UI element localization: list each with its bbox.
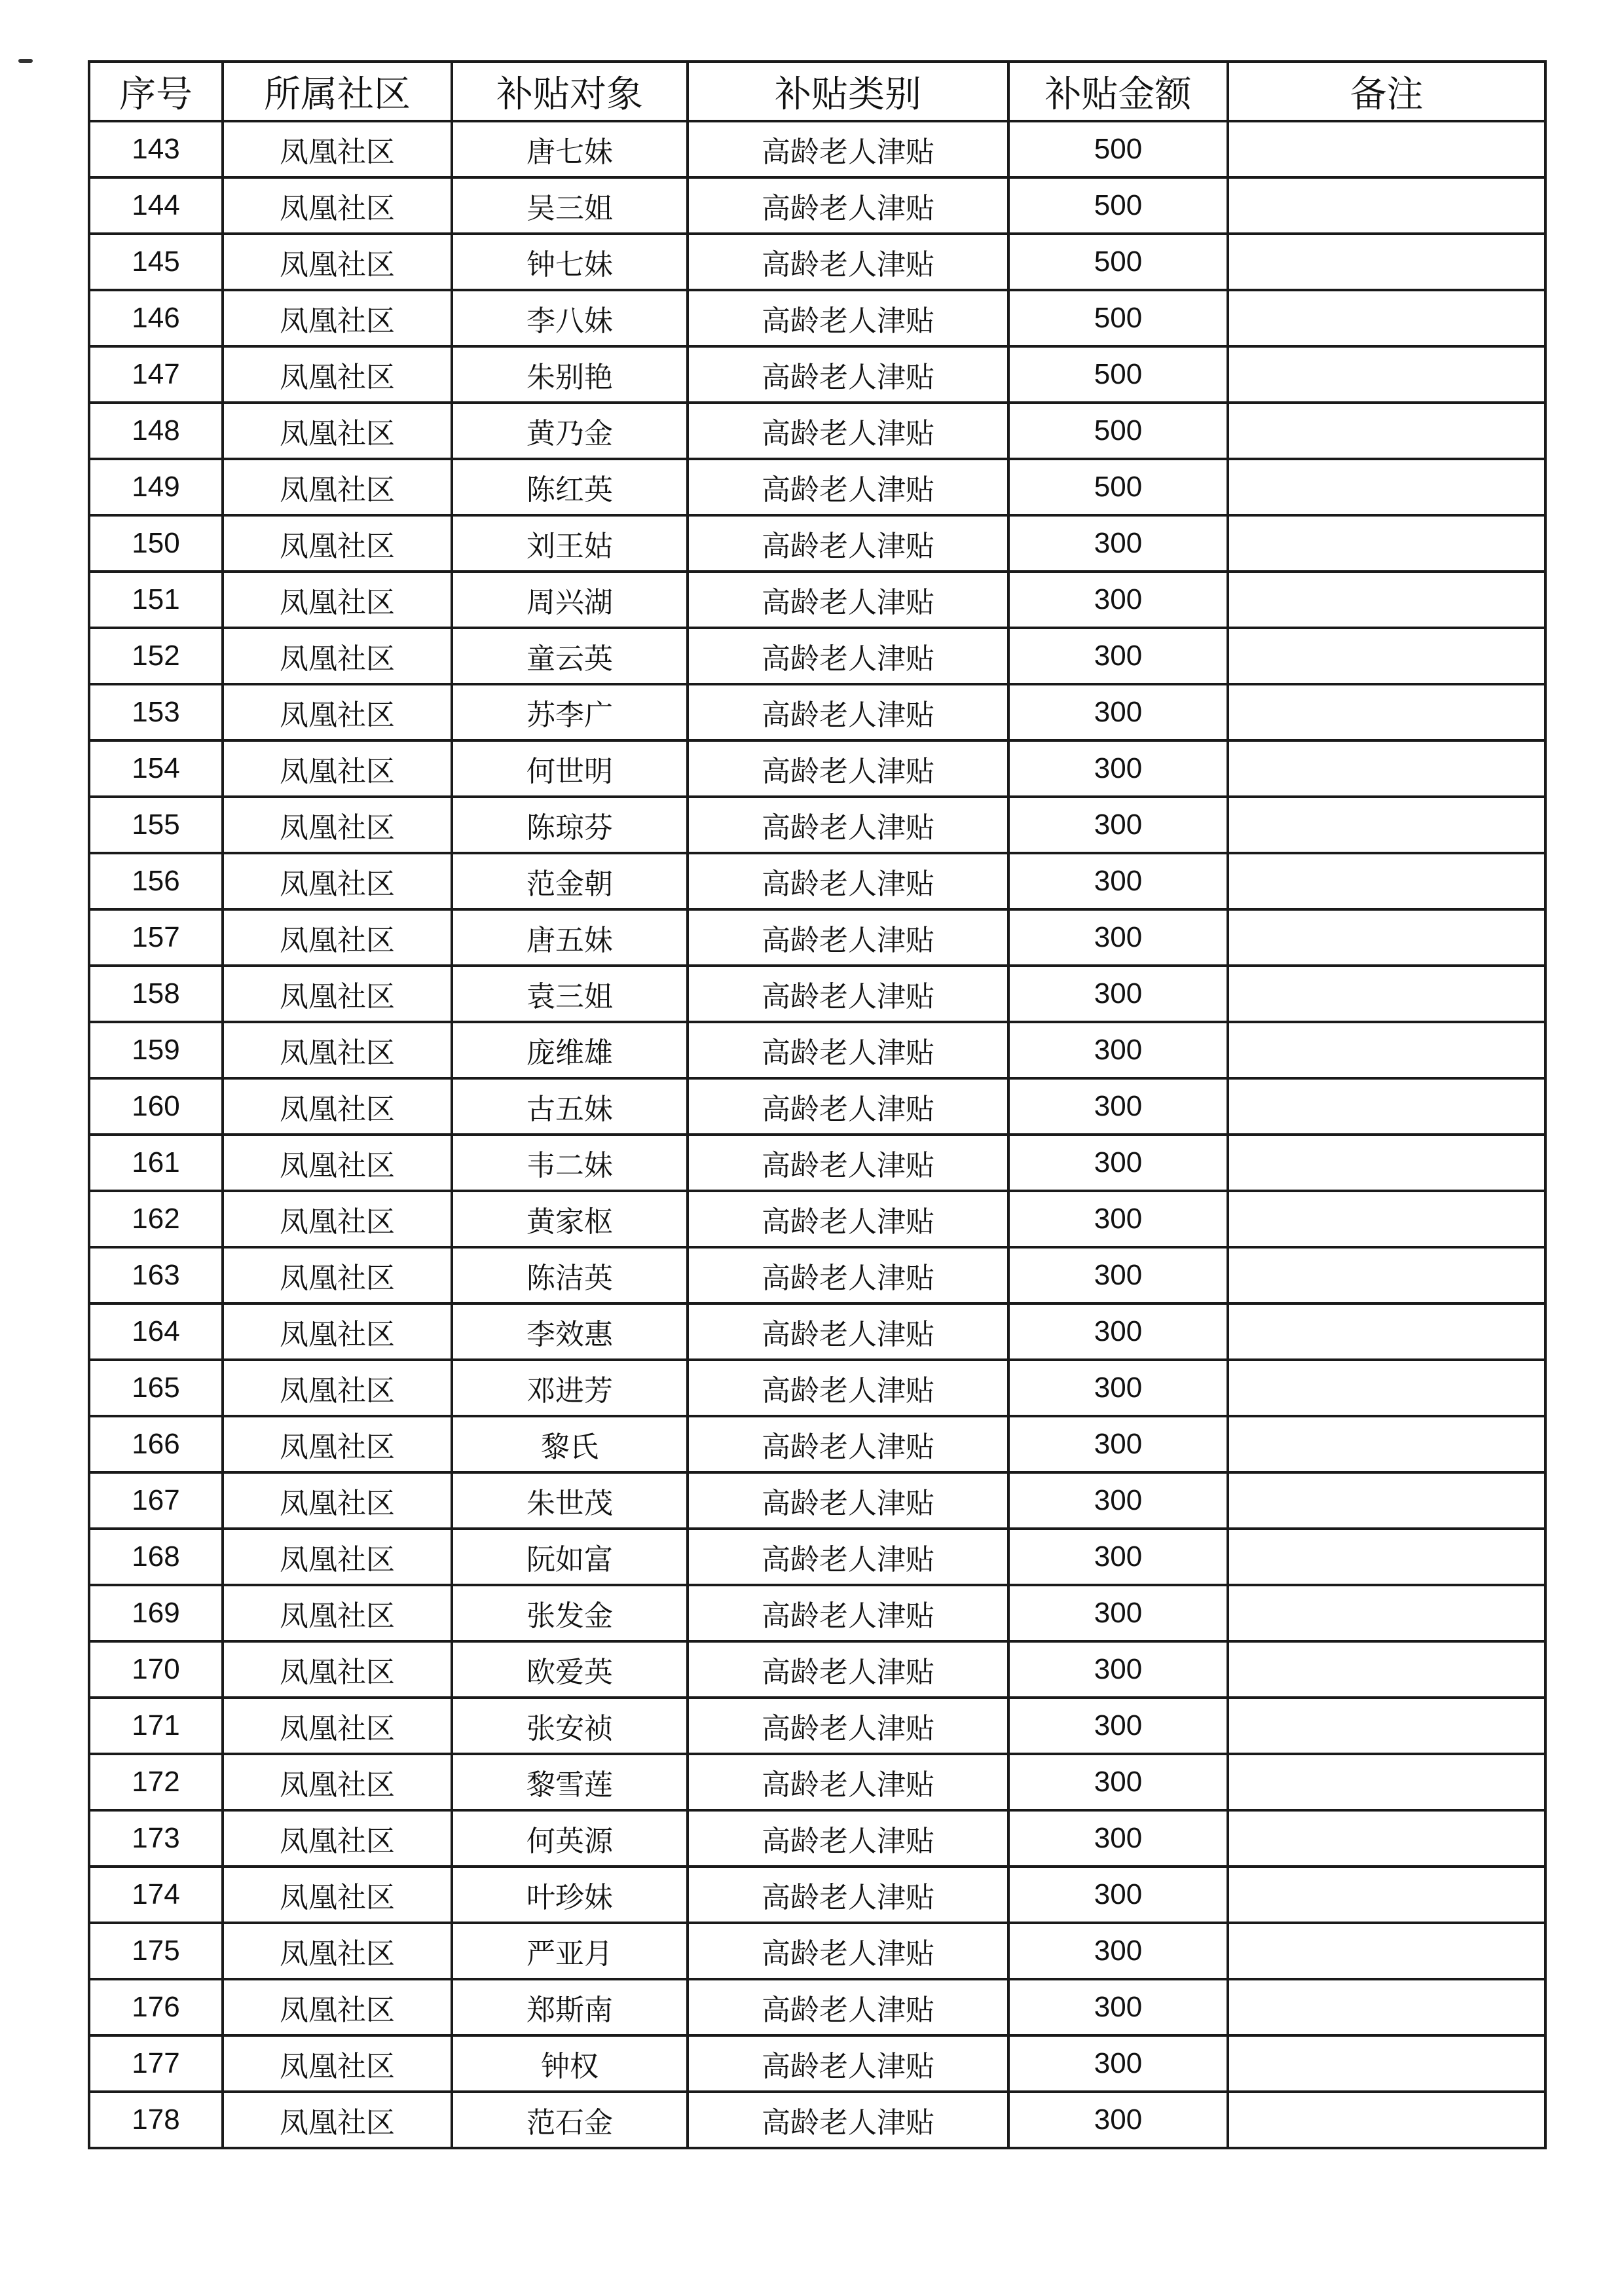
cell-subsidy-amount: 500 <box>1008 346 1228 403</box>
cell-serial-number: 157 <box>89 909 223 966</box>
table-row <box>89 177 1545 234</box>
cell-community: 凤凰社区 <box>223 797 452 853</box>
cell-subsidy-amount: 300 <box>1008 740 1228 797</box>
table-row <box>89 1979 1545 2035</box>
cell-remarks <box>1228 1078 1545 1135</box>
table-row <box>89 1585 1545 1641</box>
table-row <box>89 1416 1545 1472</box>
cell-recipient: 唐五妹 <box>452 909 688 966</box>
cell-community: 凤凰社区 <box>223 1191 452 1247</box>
cell-community: 凤凰社区 <box>223 1698 452 1754</box>
cell-subsidy-amount: 300 <box>1008 853 1228 909</box>
cell-remarks <box>1228 1247 1545 1303</box>
cell-remarks <box>1228 121 1545 177</box>
cell-serial-number: 171 <box>89 1698 223 1754</box>
cell-subsidy-amount: 300 <box>1008 1698 1228 1754</box>
cell-community: 凤凰社区 <box>223 628 452 684</box>
cell-serial-number: 143 <box>89 121 223 177</box>
cell-recipient: 朱别艳 <box>452 346 688 403</box>
header-subsidy-amount: 补贴金额 <box>1008 62 1228 121</box>
cell-recipient: 邓进芳 <box>452 1360 688 1416</box>
cell-serial-number: 167 <box>89 1472 223 1529</box>
cell-recipient: 陈洁英 <box>452 1247 688 1303</box>
cell-community: 凤凰社区 <box>223 2035 452 2092</box>
cell-serial-number: 152 <box>89 628 223 684</box>
cell-recipient: 黎雪莲 <box>452 1754 688 1810</box>
cell-subsidy-amount: 300 <box>1008 1472 1228 1529</box>
cell-recipient: 陈红英 <box>452 459 688 515</box>
table-row <box>89 628 1545 684</box>
cell-recipient: 范金朝 <box>452 853 688 909</box>
cell-community: 凤凰社区 <box>223 1416 452 1472</box>
cell-subsidy-type: 高龄老人津贴 <box>688 684 1008 740</box>
cell-recipient: 范石金 <box>452 2092 688 2148</box>
cell-serial-number: 147 <box>89 346 223 403</box>
cell-subsidy-type: 高龄老人津贴 <box>688 740 1008 797</box>
cell-community: 凤凰社区 <box>223 1135 452 1191</box>
cell-remarks <box>1228 1303 1545 1360</box>
cell-remarks <box>1228 628 1545 684</box>
cell-subsidy-type: 高龄老人津贴 <box>688 628 1008 684</box>
cell-serial-number: 166 <box>89 1416 223 1472</box>
cell-serial-number: 164 <box>89 1303 223 1360</box>
cell-subsidy-type: 高龄老人津贴 <box>688 1698 1008 1754</box>
cell-community: 凤凰社区 <box>223 1472 452 1529</box>
cell-remarks <box>1228 1585 1545 1641</box>
table-row <box>89 1867 1545 1923</box>
subsidy-sheet <box>88 60 1544 2149</box>
cell-serial-number: 150 <box>89 515 223 572</box>
cell-recipient: 黎氏 <box>452 1416 688 1472</box>
table-row <box>89 740 1545 797</box>
cell-community: 凤凰社区 <box>223 740 452 797</box>
cell-subsidy-type: 高龄老人津贴 <box>688 1416 1008 1472</box>
cell-community: 凤凰社区 <box>223 1247 452 1303</box>
cell-community: 凤凰社区 <box>223 234 452 290</box>
table-row <box>89 1529 1545 1585</box>
cell-remarks <box>1228 459 1545 515</box>
cell-recipient: 袁三姐 <box>452 966 688 1022</box>
cell-recipient: 张安祯 <box>452 1698 688 1754</box>
table-row <box>89 403 1545 459</box>
cell-remarks <box>1228 1979 1545 2035</box>
cell-subsidy-type: 高龄老人津贴 <box>688 234 1008 290</box>
cell-subsidy-type: 高龄老人津贴 <box>688 853 1008 909</box>
table-row <box>89 1698 1545 1754</box>
table-row <box>89 1247 1545 1303</box>
cell-subsidy-amount: 500 <box>1008 177 1228 234</box>
cell-recipient: 刘王姑 <box>452 515 688 572</box>
cell-subsidy-type: 高龄老人津贴 <box>688 1303 1008 1360</box>
cell-recipient: 何世明 <box>452 740 688 797</box>
cell-serial-number: 146 <box>89 290 223 346</box>
cell-subsidy-type: 高龄老人津贴 <box>688 1979 1008 2035</box>
table-row <box>89 346 1545 403</box>
cell-subsidy-amount: 300 <box>1008 572 1228 628</box>
cell-remarks <box>1228 1360 1545 1416</box>
cell-community: 凤凰社区 <box>223 515 452 572</box>
cell-subsidy-type: 高龄老人津贴 <box>688 1135 1008 1191</box>
cell-subsidy-type: 高龄老人津贴 <box>688 290 1008 346</box>
cell-recipient: 叶珍妹 <box>452 1867 688 1923</box>
table-row <box>89 1360 1545 1416</box>
cell-subsidy-amount: 300 <box>1008 1867 1228 1923</box>
cell-subsidy-amount: 500 <box>1008 121 1228 177</box>
cell-serial-number: 176 <box>89 1979 223 2035</box>
cell-subsidy-type: 高龄老人津贴 <box>688 797 1008 853</box>
cell-subsidy-amount: 300 <box>1008 1247 1228 1303</box>
cell-recipient: 钟权 <box>452 2035 688 2092</box>
cell-community: 凤凰社区 <box>223 572 452 628</box>
cell-remarks <box>1228 403 1545 459</box>
cell-serial-number: 177 <box>89 2035 223 2092</box>
cell-serial-number: 178 <box>89 2092 223 2148</box>
cell-subsidy-amount: 300 <box>1008 1923 1228 1979</box>
table-row <box>89 290 1545 346</box>
cell-remarks <box>1228 740 1545 797</box>
cell-subsidy-type: 高龄老人津贴 <box>688 909 1008 966</box>
cell-community: 凤凰社区 <box>223 1360 452 1416</box>
table-row <box>89 1135 1545 1191</box>
cell-recipient: 古五妹 <box>452 1078 688 1135</box>
cell-community: 凤凰社区 <box>223 2092 452 2148</box>
table-row <box>89 2035 1545 2092</box>
table-row <box>89 572 1545 628</box>
cell-remarks <box>1228 234 1545 290</box>
cell-serial-number: 161 <box>89 1135 223 1191</box>
cell-subsidy-amount: 300 <box>1008 1303 1228 1360</box>
cell-recipient: 唐七妹 <box>452 121 688 177</box>
cell-community: 凤凰社区 <box>223 1585 452 1641</box>
cell-recipient: 陈琼芬 <box>452 797 688 853</box>
header-subsidy-type: 补贴类别 <box>688 62 1008 121</box>
cell-remarks <box>1228 1022 1545 1078</box>
cell-remarks <box>1228 853 1545 909</box>
cell-serial-number: 149 <box>89 459 223 515</box>
cell-subsidy-type: 高龄老人津贴 <box>688 1810 1008 1867</box>
cell-recipient: 张发金 <box>452 1585 688 1641</box>
cell-recipient: 欧爱英 <box>452 1641 688 1698</box>
cell-recipient: 李八妹 <box>452 290 688 346</box>
header-community: 所属社区 <box>223 62 452 121</box>
cell-subsidy-amount: 300 <box>1008 797 1228 853</box>
cell-remarks <box>1228 1641 1545 1698</box>
cell-subsidy-amount: 300 <box>1008 1022 1228 1078</box>
cell-community: 凤凰社区 <box>223 1078 452 1135</box>
cell-recipient: 童云英 <box>452 628 688 684</box>
table-row <box>89 2092 1545 2148</box>
cell-serial-number: 156 <box>89 853 223 909</box>
cell-serial-number: 175 <box>89 1923 223 1979</box>
table-row <box>89 1641 1545 1698</box>
cell-subsidy-amount: 300 <box>1008 1360 1228 1416</box>
cell-subsidy-amount: 300 <box>1008 1529 1228 1585</box>
cell-serial-number: 165 <box>89 1360 223 1416</box>
table-row <box>89 1754 1545 1810</box>
cell-community: 凤凰社区 <box>223 1754 452 1810</box>
cell-serial-number: 170 <box>89 1641 223 1698</box>
cell-community: 凤凰社区 <box>223 966 452 1022</box>
table-row <box>89 121 1545 177</box>
cell-serial-number: 145 <box>89 234 223 290</box>
cell-recipient: 韦二妹 <box>452 1135 688 1191</box>
cell-subsidy-amount: 300 <box>1008 1641 1228 1698</box>
cell-subsidy-amount: 300 <box>1008 684 1228 740</box>
cell-subsidy-type: 高龄老人津贴 <box>688 1529 1008 1585</box>
cell-community: 凤凰社区 <box>223 1303 452 1360</box>
table-row <box>89 459 1545 515</box>
cell-remarks <box>1228 1135 1545 1191</box>
cell-serial-number: 151 <box>89 572 223 628</box>
cell-community: 凤凰社区 <box>223 290 452 346</box>
cell-subsidy-type: 高龄老人津贴 <box>688 2035 1008 2092</box>
cell-serial-number: 155 <box>89 797 223 853</box>
cell-community: 凤凰社区 <box>223 853 452 909</box>
cell-recipient: 李效惠 <box>452 1303 688 1360</box>
cell-subsidy-type: 高龄老人津贴 <box>688 2092 1008 2148</box>
cell-subsidy-amount: 300 <box>1008 2092 1228 2148</box>
cell-serial-number: 173 <box>89 1810 223 1867</box>
cell-subsidy-type: 高龄老人津贴 <box>688 1022 1008 1078</box>
cell-remarks <box>1228 966 1545 1022</box>
cell-recipient: 钟七妹 <box>452 234 688 290</box>
cell-remarks <box>1228 1529 1545 1585</box>
cell-recipient: 黄家枢 <box>452 1191 688 1247</box>
cell-remarks <box>1228 515 1545 572</box>
cell-remarks <box>1228 2092 1545 2148</box>
cell-recipient: 庞维雄 <box>452 1022 688 1078</box>
cell-serial-number: 172 <box>89 1754 223 1810</box>
cell-subsidy-type: 高龄老人津贴 <box>688 1923 1008 1979</box>
cell-subsidy-amount: 300 <box>1008 1979 1228 2035</box>
cell-subsidy-amount: 500 <box>1008 290 1228 346</box>
cell-serial-number: 144 <box>89 177 223 234</box>
cell-subsidy-type: 高龄老人津贴 <box>688 403 1008 459</box>
cell-subsidy-type: 高龄老人津贴 <box>688 1191 1008 1247</box>
cell-remarks <box>1228 1416 1545 1472</box>
cell-serial-number: 162 <box>89 1191 223 1247</box>
cell-remarks <box>1228 177 1545 234</box>
cell-serial-number: 158 <box>89 966 223 1022</box>
subsidy-table <box>88 60 1547 2149</box>
table-row <box>89 1472 1545 1529</box>
cell-subsidy-type: 高龄老人津贴 <box>688 177 1008 234</box>
cell-community: 凤凰社区 <box>223 403 452 459</box>
cell-subsidy-type: 高龄老人津贴 <box>688 966 1008 1022</box>
cell-subsidy-type: 高龄老人津贴 <box>688 1360 1008 1416</box>
cell-remarks <box>1228 1923 1545 1979</box>
table-row <box>89 966 1545 1022</box>
cell-subsidy-amount: 500 <box>1008 403 1228 459</box>
cell-subsidy-amount: 300 <box>1008 1585 1228 1641</box>
cell-serial-number: 160 <box>89 1078 223 1135</box>
cell-community: 凤凰社区 <box>223 121 452 177</box>
cell-community: 凤凰社区 <box>223 1923 452 1979</box>
cell-community: 凤凰社区 <box>223 346 452 403</box>
table-row <box>89 1191 1545 1247</box>
cell-subsidy-amount: 300 <box>1008 1810 1228 1867</box>
cell-serial-number: 153 <box>89 684 223 740</box>
cell-subsidy-amount: 300 <box>1008 966 1228 1022</box>
cell-recipient: 何英源 <box>452 1810 688 1867</box>
cell-recipient: 黄乃金 <box>452 403 688 459</box>
cell-subsidy-type: 高龄老人津贴 <box>688 572 1008 628</box>
cell-subsidy-amount: 500 <box>1008 234 1228 290</box>
cell-remarks <box>1228 572 1545 628</box>
cell-subsidy-type: 高龄老人津贴 <box>688 459 1008 515</box>
cell-recipient: 周兴湖 <box>452 572 688 628</box>
cell-serial-number: 148 <box>89 403 223 459</box>
cell-recipient: 苏李广 <box>452 684 688 740</box>
table-body <box>89 121 1545 2148</box>
cell-community: 凤凰社区 <box>223 1641 452 1698</box>
cell-recipient: 郑斯南 <box>452 1979 688 2035</box>
cell-subsidy-type: 高龄老人津贴 <box>688 1754 1008 1810</box>
cell-serial-number: 159 <box>89 1022 223 1078</box>
cell-community: 凤凰社区 <box>223 1810 452 1867</box>
cell-subsidy-amount: 300 <box>1008 1416 1228 1472</box>
cell-recipient: 阮如富 <box>452 1529 688 1585</box>
cell-subsidy-type: 高龄老人津贴 <box>688 1867 1008 1923</box>
cell-remarks <box>1228 2035 1545 2092</box>
header-remarks: 备注 <box>1228 62 1545 121</box>
cell-serial-number: 163 <box>89 1247 223 1303</box>
table-row <box>89 1303 1545 1360</box>
cell-serial-number: 154 <box>89 740 223 797</box>
cell-serial-number: 174 <box>89 1867 223 1923</box>
cell-recipient: 严亚月 <box>452 1923 688 1979</box>
cell-remarks <box>1228 1810 1545 1867</box>
cell-subsidy-amount: 300 <box>1008 628 1228 684</box>
table-row <box>89 1923 1545 1979</box>
cell-community: 凤凰社区 <box>223 1529 452 1585</box>
cell-remarks <box>1228 1754 1545 1810</box>
table-row <box>89 1810 1545 1867</box>
cell-remarks <box>1228 1698 1545 1754</box>
cell-recipient: 吴三姐 <box>452 177 688 234</box>
cell-community: 凤凰社区 <box>223 459 452 515</box>
cell-subsidy-type: 高龄老人津贴 <box>688 121 1008 177</box>
cell-serial-number: 169 <box>89 1585 223 1641</box>
cell-subsidy-type: 高龄老人津贴 <box>688 1641 1008 1698</box>
header-row <box>89 62 1545 121</box>
table-row <box>89 853 1545 909</box>
cell-community: 凤凰社区 <box>223 1979 452 2035</box>
header-recipient: 补贴对象 <box>452 62 688 121</box>
cell-recipient: 朱世茂 <box>452 1472 688 1529</box>
cell-subsidy-type: 高龄老人津贴 <box>688 1472 1008 1529</box>
cell-serial-number: 168 <box>89 1529 223 1585</box>
cell-subsidy-type: 高龄老人津贴 <box>688 1078 1008 1135</box>
table-row <box>89 1022 1545 1078</box>
cell-subsidy-type: 高龄老人津贴 <box>688 1247 1008 1303</box>
cell-community: 凤凰社区 <box>223 1867 452 1923</box>
cell-remarks <box>1228 1191 1545 1247</box>
cell-remarks <box>1228 1867 1545 1923</box>
cell-remarks <box>1228 346 1545 403</box>
table-row <box>89 515 1545 572</box>
cell-remarks <box>1228 290 1545 346</box>
cell-remarks <box>1228 684 1545 740</box>
cell-subsidy-amount: 300 <box>1008 1135 1228 1191</box>
scan-artifact-mark <box>18 59 33 63</box>
cell-remarks <box>1228 909 1545 966</box>
cell-remarks <box>1228 797 1545 853</box>
cell-subsidy-amount: 300 <box>1008 1191 1228 1247</box>
table-row <box>89 234 1545 290</box>
table-row <box>89 909 1545 966</box>
table-row <box>89 797 1545 853</box>
cell-community: 凤凰社区 <box>223 177 452 234</box>
cell-subsidy-amount: 500 <box>1008 459 1228 515</box>
cell-community: 凤凰社区 <box>223 684 452 740</box>
cell-community: 凤凰社区 <box>223 909 452 966</box>
cell-subsidy-amount: 300 <box>1008 909 1228 966</box>
cell-remarks <box>1228 1472 1545 1529</box>
cell-subsidy-type: 高龄老人津贴 <box>688 346 1008 403</box>
cell-subsidy-amount: 300 <box>1008 2035 1228 2092</box>
table-row <box>89 1078 1545 1135</box>
cell-subsidy-amount: 300 <box>1008 1078 1228 1135</box>
cell-subsidy-amount: 300 <box>1008 1754 1228 1810</box>
cell-community: 凤凰社区 <box>223 1022 452 1078</box>
table-row <box>89 684 1545 740</box>
cell-subsidy-type: 高龄老人津贴 <box>688 515 1008 572</box>
cell-subsidy-type: 高龄老人津贴 <box>688 1585 1008 1641</box>
header-serial-number: 序号 <box>89 62 223 121</box>
cell-subsidy-amount: 300 <box>1008 515 1228 572</box>
